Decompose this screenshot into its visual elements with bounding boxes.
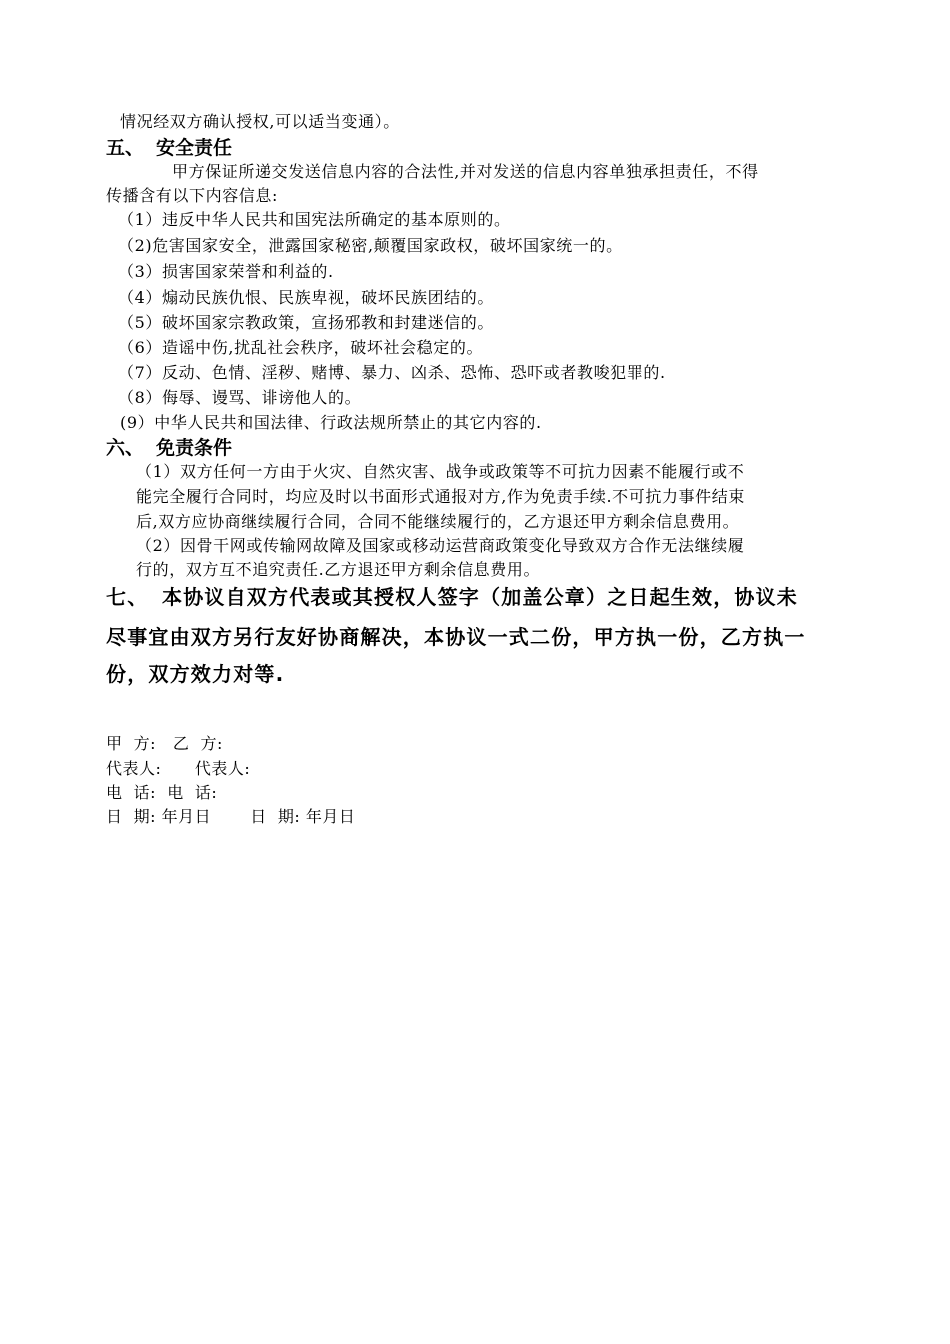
section-6-line: 能完全履行合同时，均应及时以书面形式通报对方,作为免责手续.不可抗力事件结束 — [136, 487, 745, 506]
section-7-text: 本协议自双方代表或其授权人签字（加盖公章）之日起生效，协议未 — [162, 585, 798, 609]
section-5-heading — [106, 136, 232, 160]
section-5-para-line: 传播含有以下内容信息: — [106, 186, 278, 205]
section-5-item: （5）破坏国家宗教政策，宣扬邪教和封建迷信的。 — [118, 313, 494, 332]
section-7-line — [106, 584, 798, 610]
section-6-line: （1）双方任何一方由于火灾、自然灾害、战争或政策等不可抗力因素不能履行或不 — [136, 462, 745, 481]
section-5-item: （1）违反中华人民共和国宪法所确定的基本原则的。 — [118, 210, 511, 229]
intro-line: 情况经双方确认授权,可以适当变通）。 — [120, 112, 400, 131]
section-5-item: （7）反动、色情、淫秽、赌博、暴力、凶杀、恐怖、恐吓或者教唆犯罪的. — [118, 363, 666, 382]
section-5-item: （4）煽动民族仇恨、民族卑视，破坏民族团结的。 — [118, 288, 494, 307]
section-5-item: (9）中华人民共和国法律、行政法规所禁止的其它内容的. — [120, 413, 542, 432]
section-5-number: 五、 — [106, 137, 145, 159]
section-7-number: 七、 — [106, 585, 149, 609]
signature-party-line: 甲 方: 乙 方: — [106, 734, 223, 753]
section-6-heading — [106, 436, 232, 460]
section-6-title: 免责条件 — [156, 437, 233, 459]
section-5-item: （8）侮辱、谩骂、诽谤他人的。 — [118, 388, 362, 407]
section-7-line: 尽事宜由双方另行友好协商解决，本协议一式二份，甲方执一份，乙方执一 — [106, 625, 806, 649]
signature-representative-line: 代表人: 代表人: — [106, 759, 251, 778]
section-5-item: （6）造谣中伤,扰乱社会秩序，破坏社会稳定的。 — [118, 338, 484, 357]
section-5-item: （2)危害国家安全，泄露国家秘密,颠覆国家政权，破坏国家统一的。 — [118, 236, 623, 255]
signature-phone-line: 电 话: 电 话: — [106, 783, 218, 802]
section-6-number: 六、 — [106, 437, 145, 459]
section-5-item: （3）损害国家荣誉和利益的. — [118, 262, 334, 281]
signature-date-line: 日 期: 年月日 日 期: 年月日 — [106, 807, 356, 826]
section-5-para-line: 甲方保证所递交发送信息内容的合法性,并对发送的信息内容单独承担责任，不得 — [172, 162, 759, 181]
section-5-title: 安全责任 — [156, 137, 233, 159]
section-7-line: 份，双方效力对等. — [106, 662, 285, 686]
section-6-line: （2）因骨干网或传输网故障及国家或移动运营商政策变化导致双方合作无法继续履 — [136, 536, 745, 555]
section-6-line: 行的，双方互不追究责任.乙方退还甲方剩余信息费用。 — [136, 560, 541, 579]
section-6-line: 后,双方应协商继续履行合同，合同不能继续履行的，乙方退还甲方剩余信息费用。 — [136, 512, 740, 531]
